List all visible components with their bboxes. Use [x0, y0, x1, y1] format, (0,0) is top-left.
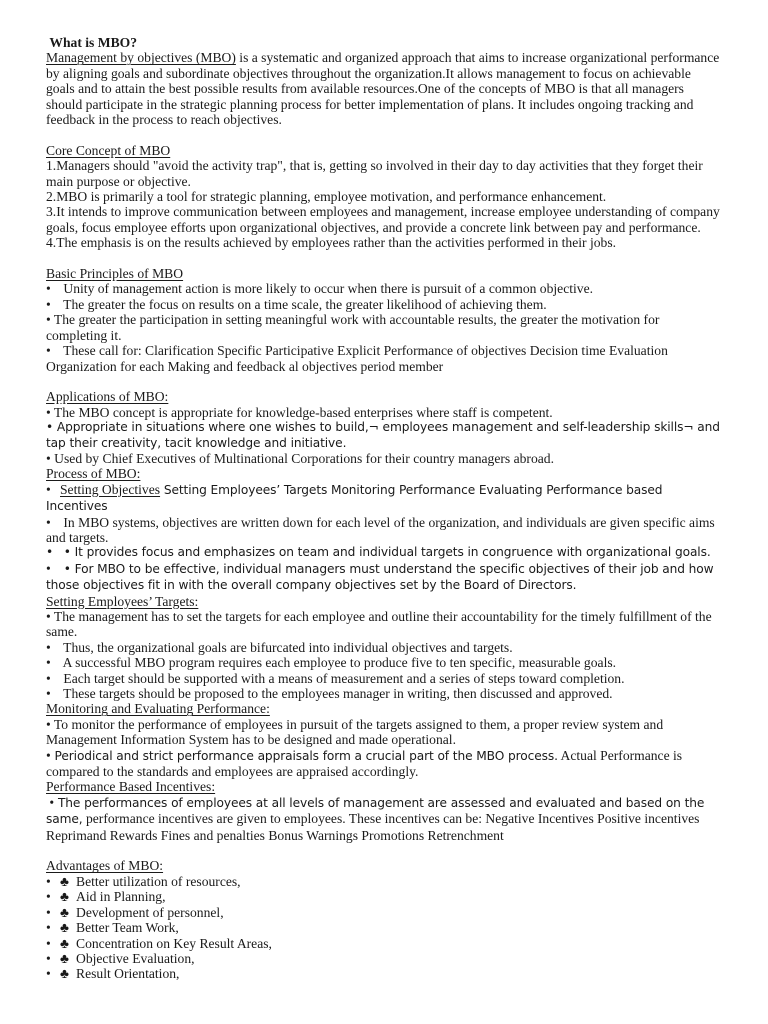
- bullet-icon: •: [46, 450, 51, 466]
- heading-advantages: Advantages of MBO:: [46, 858, 164, 874]
- advantage-item: • ♣ Objective Evaluation,: [46, 950, 195, 966]
- advantage-item: • ♣ Result Orientation,: [46, 966, 180, 982]
- monitoring-item: • To monitor the performance of employees in pursuit of the targets assigned to them, a proper review system and Management Information System has to be designed and made operational.: [46, 716, 664, 748]
- monitoring-item: • Periodical and strict performance appraisals form a crucial part of the MBO process. Actual Performance is compared to the standards and employees are appraised accordingly.: [46, 747, 683, 780]
- process-item: • Setting Objectives Setting Employees’ Targets Monitoring Performance Evaluating Performance based Incentives: [46, 481, 663, 514]
- bullet-icon: •: [46, 639, 51, 655]
- heading-monitoring: Monitoring and Evaluating Performance:: [46, 701, 270, 717]
- section-what-is-mbo: [46, 35, 722, 50]
- bullet-icon: •: [46, 655, 51, 671]
- club-icon: ♣: [60, 889, 69, 905]
- bullet-icon: •: [46, 935, 51, 951]
- club-icon: ♣: [60, 966, 69, 982]
- bullet-icon: •: [46, 514, 51, 530]
- process-item: • In MBO systems, objectives are written down for each level of the organization, and individuals are given specific aims and targets.: [46, 514, 715, 545]
- club-icon: ♣: [60, 935, 69, 951]
- document-body: [46, 35, 722, 982]
- bullet-icon: •: [46, 312, 51, 328]
- bullet-icon: •: [46, 560, 51, 576]
- bullet-icon: •: [46, 608, 51, 624]
- bullet-icon: •: [46, 481, 51, 497]
- mbo-link[interactable]: Management by objectives (MBO): [46, 50, 236, 66]
- bullet-icon: •: [46, 873, 51, 889]
- application-item: • Used by Chief Executives of Multinational Corporations for their country managers abroad.: [46, 450, 554, 466]
- advantage-item: • ♣ Better Team Work,: [46, 920, 179, 936]
- target-item: • The management has to set the targets for each employee and outline their accountability for the timely fulfillment of the same.: [46, 608, 712, 640]
- heading-basic-principles: Basic Principles of MBO: [46, 266, 184, 282]
- heading-what-is-mbo: What is MBO?: [49, 35, 138, 50]
- bullet-icon: •: [46, 420, 54, 435]
- bullet-icon: •: [46, 920, 51, 936]
- bullet-icon: •: [46, 747, 51, 763]
- process-item: • • It provides focus and emphasizes on team and individual targets in congruence with organizational goals.: [46, 545, 711, 560]
- bullet-icon: •: [46, 296, 51, 312]
- heading-incentives: Performance Based Incentives:: [46, 779, 216, 795]
- heading-core-concept: Core Concept of MBO: [46, 142, 171, 158]
- bullet-icon: •: [46, 686, 51, 702]
- bullet-icon: •: [46, 343, 51, 359]
- heading-targets: Setting Employees’ Targets:: [46, 593, 199, 609]
- incentives-paragraph: • The performances of employees at all levels of management are assessed and evaluated and based on the same, performance incentives are given to employees. These incentives can be: Negative Incentives Positive incentives Reprimand Rewards Fines and penalties Bonus Warnings Promotions Retrenchment: [46, 794, 705, 843]
- bullet-icon: •: [46, 670, 51, 686]
- principle-item: • These call for: Clarification Specific Participative Explicit Performance of objectives Decision time Evaluation Organization for each Making and feedback al objectives period member: [46, 343, 668, 374]
- process-item: • • For MBO to be effective, individual managers must understand the specific objectives of their job and how those objectives fit in with the overall company objectives set by the Board of Directors.: [46, 560, 714, 593]
- target-item: • A successful MBO program requires each employee to produce five to ten specific, measurable goals.: [46, 655, 617, 671]
- bullet-icon: •: [46, 404, 51, 420]
- application-item: • Appropriate in situations where one wishes to build,¬ employees management and self-leadership skills¬ and tap their creativity, tacit knowledge and initiative.: [46, 420, 720, 450]
- core-item-2: 2.MBO is primarily a tool for strategic planning, employee motivation, and performance enhancement.: [46, 189, 607, 205]
- target-item: • These targets should be proposed to the employees manager in writing, then discussed and approved.: [46, 686, 613, 702]
- intro-paragraph: [46, 50, 722, 127]
- application-item: • The MBO concept is appropriate for knowledge-based enterprises where staff is competent.: [46, 404, 553, 420]
- advantage-item: • ♣ Concentration on Key Result Areas,: [46, 935, 272, 951]
- core-item-3: 3.It intends to improve communication between employees and management, increase employee understanding of company goals, focus employee efforts upon organizational objectives, and provide a concrete link between pay and performance.: [46, 204, 720, 235]
- heading-process: Process of MBO:: [46, 466, 141, 482]
- principle-item: • Unity of management action is more likely to occur when there is pursuit of a common objective.: [46, 281, 594, 297]
- advantage-item: • ♣ Aid in Planning,: [46, 889, 166, 905]
- club-icon: ♣: [60, 950, 69, 966]
- intro-text: is a systematic and organized approach that aims to increase organizational performance by aligning goals and subordinate objectives throughout the organization.It allows management to focus on achievable goals and to attain the best possible results from available resources.One of the concepts of MBO is that all managers should participate in the strategic planning process for better implementation of plans. It includes ongoing tracking and feedback in the process to reach objectives.: [46, 50, 720, 128]
- bullet-icon: •: [46, 545, 54, 560]
- bullet-icon: •: [46, 904, 51, 920]
- bullet-icon: •: [46, 281, 51, 297]
- target-item: • Each target should be supported with a means of measurement and a series of steps toward completion.: [46, 670, 625, 686]
- setting-objectives-link[interactable]: Setting Objectives: [60, 481, 161, 497]
- advantage-item: • ♣ Development of personnel,: [46, 904, 224, 920]
- bullet-icon: •: [46, 889, 51, 905]
- bullet-icon: •: [46, 950, 51, 966]
- club-icon: ♣: [60, 873, 69, 889]
- advantage-item: • ♣ Better utilization of resources,: [46, 873, 241, 889]
- club-icon: ♣: [60, 920, 69, 936]
- heading-applications: Applications of MBO:: [46, 389, 169, 405]
- bullet-icon: •: [46, 716, 51, 732]
- bullet-icon: •: [46, 966, 51, 982]
- principle-item: • The greater the participation in setting meaningful work with accountable results, the greater the motivation for completing it.: [46, 312, 660, 343]
- core-item-1: 1.Managers should "avoid the activity trap", that is, getting so involved in their day to day activities that they forget their main purpose or objective.: [46, 158, 703, 189]
- core-item-4: 4.The emphasis is on the results achieved by employees rather than the activities performed in their jobs.: [46, 235, 617, 251]
- principle-item: • The greater the focus on results on a time scale, the greater likelihood of achieving them.: [46, 296, 547, 312]
- bullet-icon: •: [49, 794, 55, 810]
- club-icon: ♣: [60, 904, 69, 920]
- target-item: • Thus, the organizational goals are bifurcated into individual objectives and targets.: [46, 639, 513, 655]
